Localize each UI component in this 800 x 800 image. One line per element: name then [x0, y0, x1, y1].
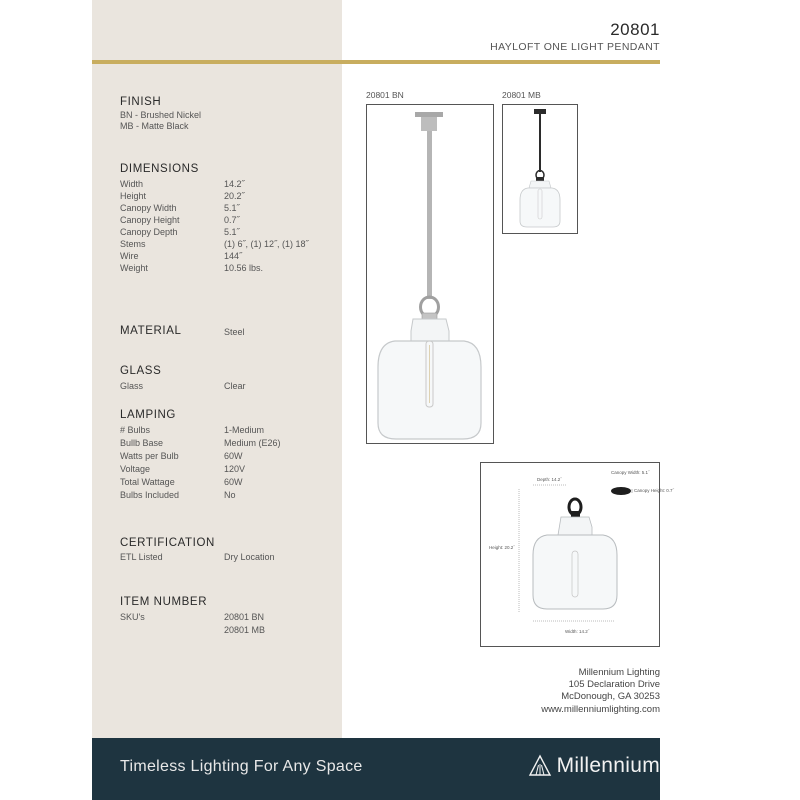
dimension-value: 5.1˝: [224, 203, 240, 213]
dimension-label: Canopy Depth: [120, 227, 178, 237]
lamping-label: Voltage: [120, 464, 151, 474]
address-line: 105 Declaration Drive: [568, 679, 660, 690]
dimension-value: 10.56 lbs.: [224, 263, 264, 273]
dimension-value: 20.2˝: [224, 191, 245, 201]
address-line: McDonough, GA 30253: [561, 691, 660, 702]
pendant-matte-black-illustration: [503, 105, 577, 233]
finish-option: MB - Matte Black: [120, 121, 189, 131]
bn-image-caption: 20801 BN: [366, 90, 404, 100]
lamping-value: 60W: [224, 477, 243, 487]
lamping-title: LAMPING: [120, 409, 176, 421]
finish-title: FINISH: [120, 96, 162, 108]
mb-image-caption: 20801 MB: [502, 90, 541, 100]
sku-label: SKU's: [120, 612, 145, 622]
dimension-value: 0.7˝: [224, 215, 240, 225]
sku-value: 20801 BN: [224, 612, 265, 622]
model-number: 20801: [610, 20, 660, 39]
dimension-diagram: [480, 462, 675, 647]
tagline: Timeless Lighting For Any Space: [120, 758, 363, 775]
glass-value: Clear: [224, 381, 246, 391]
dimension-label: Stems: [120, 239, 146, 249]
finish-option: BN - Brushed Nickel: [120, 110, 202, 120]
lamping-value: 60W: [224, 451, 243, 461]
lamping-label: Bullb Base: [120, 438, 164, 448]
dimension-value: (1) 6˝, (1) 12˝, (1) 18˝: [224, 239, 309, 249]
height-label: Height: 20.2˝: [489, 545, 515, 550]
width-label: Width: 14.2˝: [565, 629, 590, 634]
dimension-label: Height: [120, 191, 147, 201]
lamping-label: Watts per Bulb: [120, 451, 179, 461]
depth-label: Depth: 14.2˝: [537, 477, 562, 482]
product-name: HAYLOFT ONE LIGHT PENDANT: [490, 41, 660, 53]
canopy-height-label: Canopy Height: 0.7˝: [634, 488, 675, 493]
glass-label: Glass: [120, 381, 144, 391]
lamping-label: # Bulbs: [120, 425, 151, 435]
dimension-label: Wire: [120, 251, 139, 261]
pendant-brushed-nickel-illustration: [367, 105, 493, 443]
lamping-label: Total Wattage: [120, 477, 175, 487]
lamping-value: 1-Medium: [224, 425, 265, 435]
dimension-label: Weight: [120, 263, 148, 273]
brand-logo: [529, 754, 660, 778]
mb-product-image: [502, 104, 578, 234]
lamping-value: 120V: [224, 464, 246, 474]
company-name: Millennium Lighting: [578, 667, 660, 678]
glass-title: GLASS: [120, 365, 162, 377]
brand-name: Millennium: [556, 754, 660, 777]
material-value: Steel: [224, 327, 245, 337]
lamping-value: No: [224, 490, 236, 500]
dimension-label: Canopy Width: [120, 203, 177, 213]
certification-label: ETL Listed: [120, 552, 163, 562]
dimension-label: Width: [120, 179, 144, 189]
item-number-title: ITEM NUMBER: [120, 596, 208, 608]
dimension-label: Canopy Height: [120, 215, 180, 225]
dimension-value: 14.2˝: [224, 179, 245, 189]
millennium-logo-icon: [529, 755, 551, 777]
dimension-value: 5.1˝: [224, 227, 240, 237]
lamping-label: Bulbs Included: [120, 490, 180, 500]
bn-product-image: [366, 104, 494, 444]
website-link[interactable]: www.millenniumlighting.com: [541, 704, 660, 715]
dimensions-title: DIMENSIONS: [120, 163, 199, 175]
dimension-drawing: [481, 463, 675, 646]
gold-divider: [92, 60, 660, 64]
canopy-width-label: Canopy Width: 5.1˝: [611, 470, 650, 475]
dimension-value: 144˝: [224, 251, 243, 261]
certification-title: CERTIFICATION: [120, 537, 215, 549]
material-title: MATERIAL: [120, 325, 182, 337]
footer-bar: [92, 738, 660, 800]
lamping-value: Medium (E26): [224, 438, 281, 448]
certification-value: Dry Location: [224, 552, 275, 562]
sku-value: 20801 MB: [224, 625, 266, 635]
